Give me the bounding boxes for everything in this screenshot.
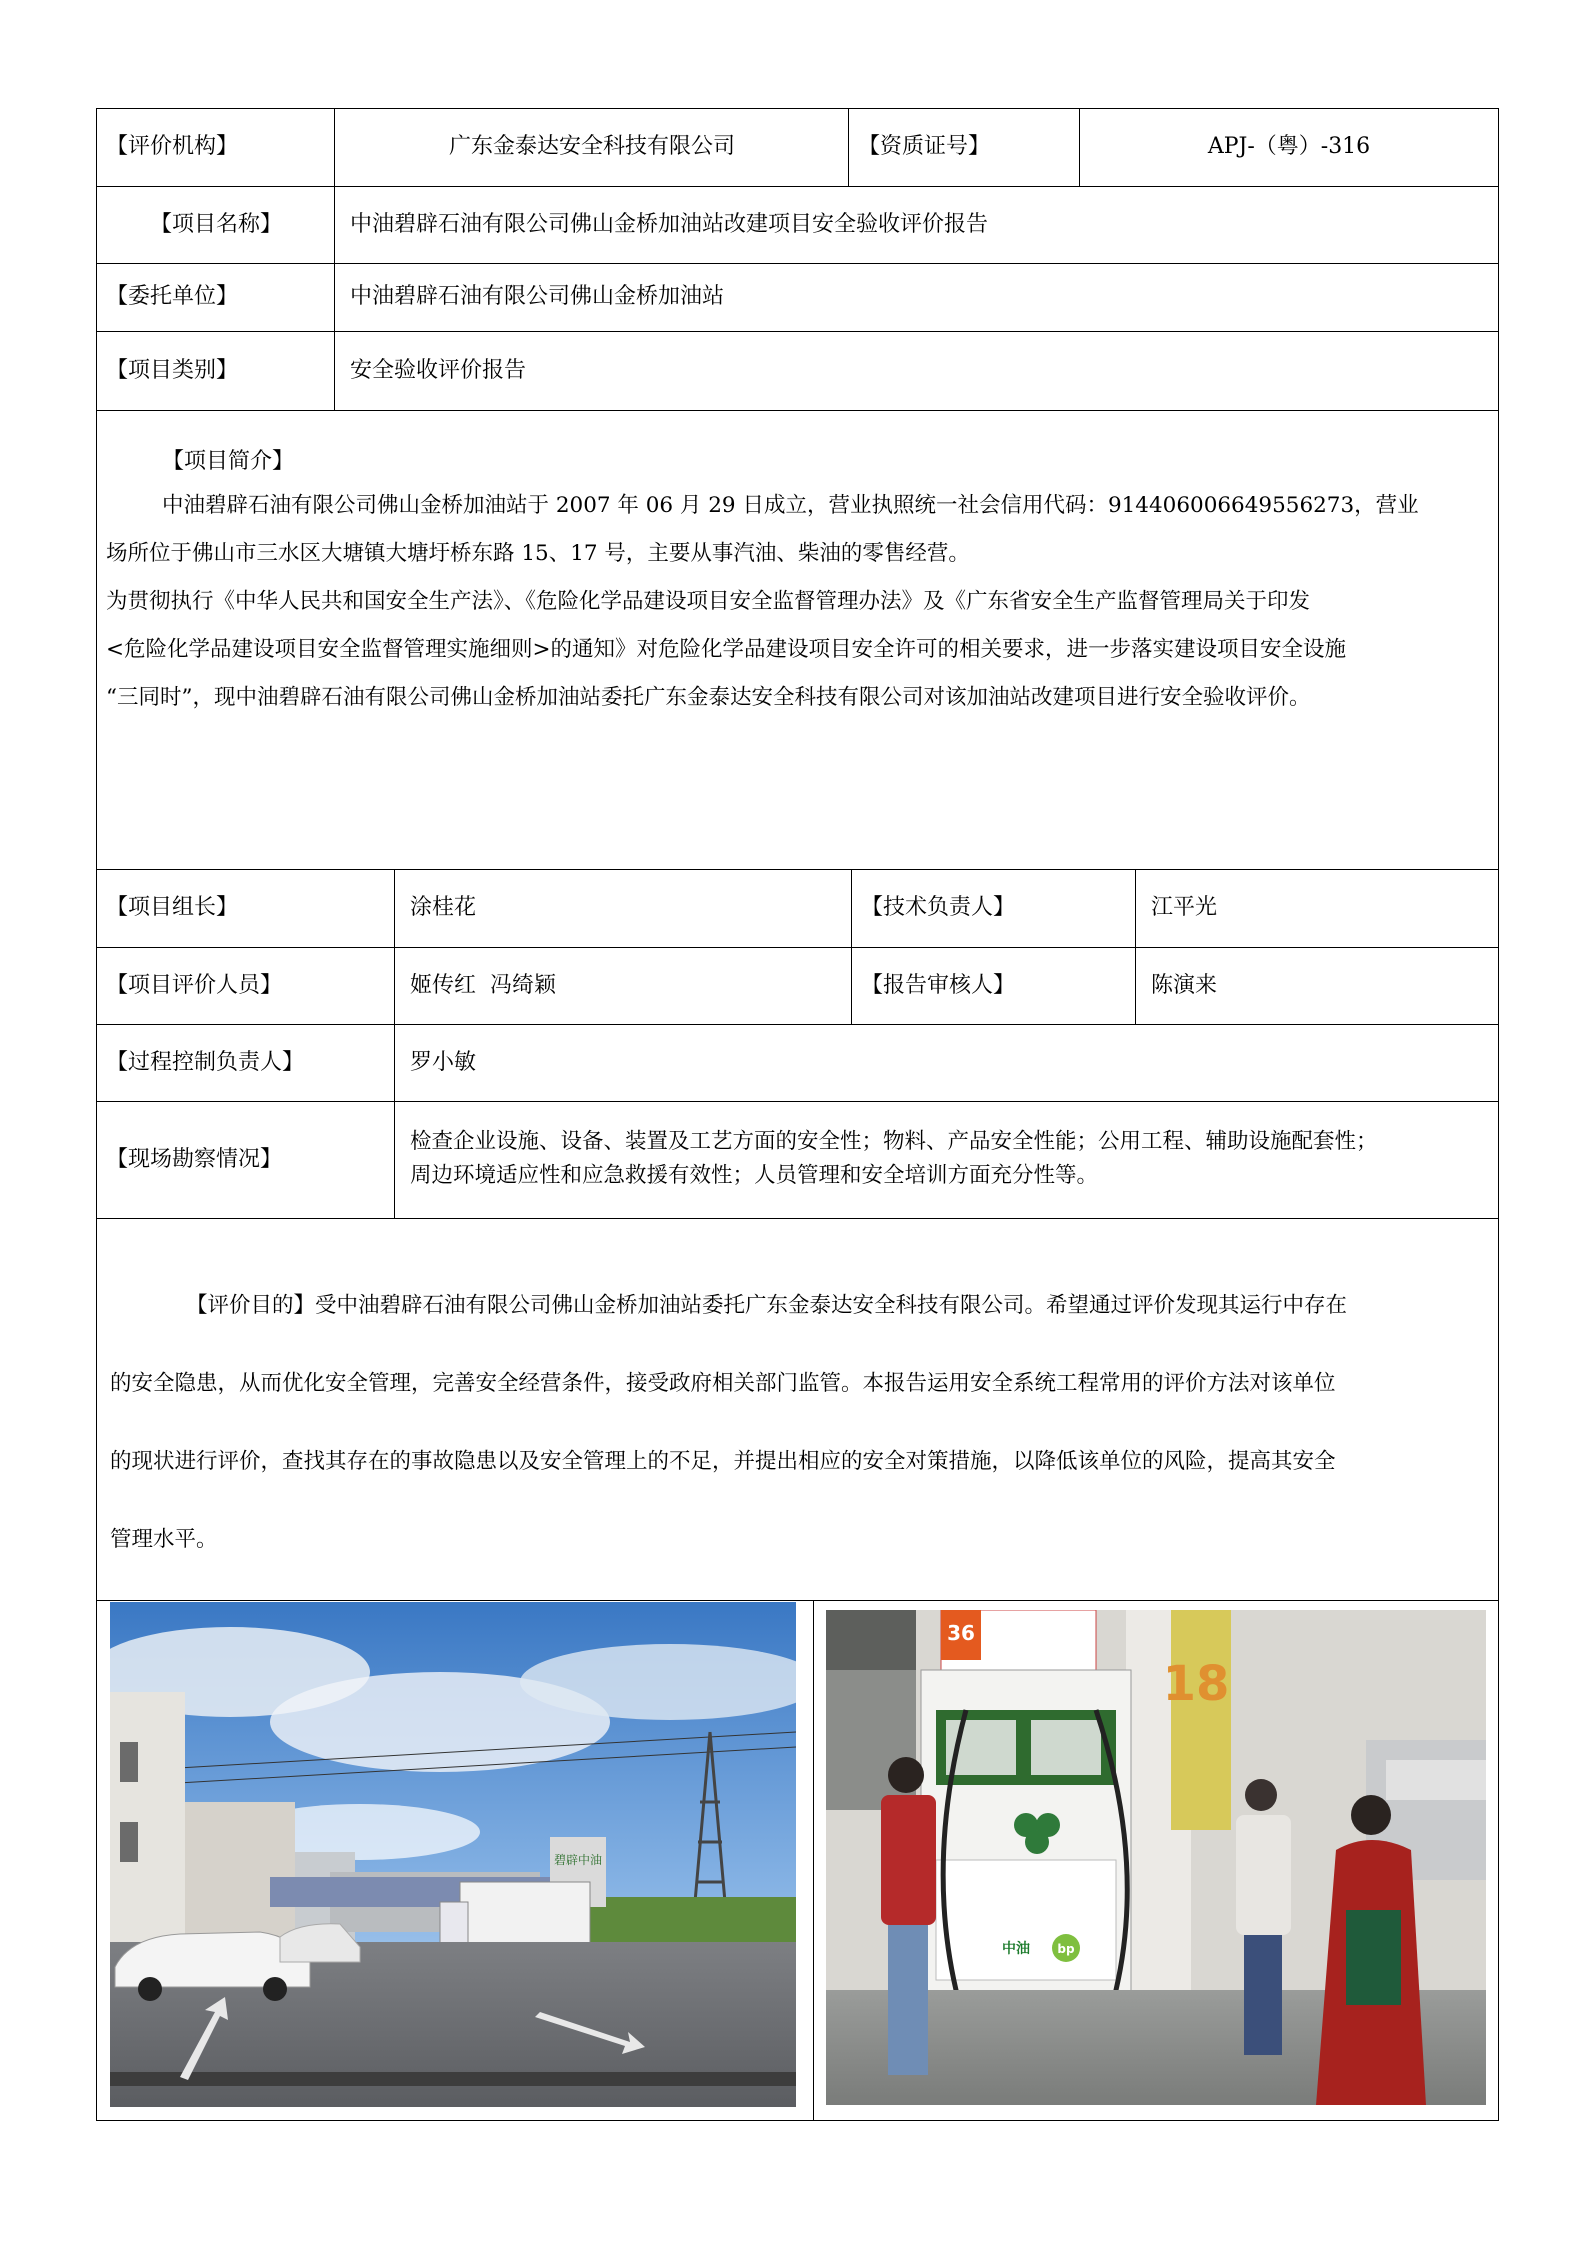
cert-label: 【资质证号】 <box>858 134 991 159</box>
project-intro <box>106 442 1492 722</box>
reviewer-value: 陈演来 <box>1151 972 1218 998</box>
poster-text: 18 <box>1162 1656 1230 1712</box>
purpose-line: 的安全隐患，从而优化安全管理，完善安全经营条件，接受政府相关部门监管。本报告运用安全系统工程常用的评价方法对该单位 <box>110 1371 1336 1396</box>
cert-value: APJ-（粤）-316 <box>1207 134 1371 159</box>
purpose-line: 【评价目的】受中油碧辟石油有限公司佛山金桥加油站委托广东金泰达安全科技有限公司。希望通过评价发现其运行中存在 <box>186 1293 1348 1318</box>
leader-label: 【项目组长】 <box>106 895 239 920</box>
tech-value: 江平光 <box>1151 895 1218 920</box>
site-photo-forecourt <box>110 1602 796 2107</box>
survey-value <box>410 1125 1490 1193</box>
purpose-line: 管理水平。 <box>110 1527 218 1552</box>
category-value: 安全验收评价报告 <box>350 357 527 383</box>
client-label: 【委托单位】 <box>106 284 239 309</box>
org-label: 【评价机构】 <box>106 134 239 159</box>
intro-heading: 【项目简介】 <box>162 449 295 474</box>
price-sign-number: 36 <box>947 1621 975 1645</box>
station-sign-text: 碧辟中油 <box>553 1853 603 1867</box>
intro-line: 为贯彻执行《中华人民共和国安全生产法》、《危险化学品建设项目安全监督管理办法》及《广东省安全生产监督管理局关于印发 <box>106 589 1311 614</box>
reviewer-label: 【报告审核人】 <box>861 972 1016 998</box>
org-value: 广东金泰达安全科技有限公司 <box>448 134 735 159</box>
client-value: 中油碧辟石油有限公司佛山金桥加油站 <box>350 284 725 309</box>
site-photo-dispenser <box>826 1610 1486 2105</box>
survey-label: 【现场勘察情况】 <box>106 1146 283 1172</box>
leader-value: 涂桂花 <box>410 895 477 920</box>
bp-logo-text: bp <box>1057 1942 1075 1956</box>
tech-label: 【技术负责人】 <box>861 895 1016 920</box>
survey-line: 周边环境适应性和应急救援有效性；人员管理和安全培训方面充分性等。 <box>410 1163 1099 1188</box>
project-name-label: 【项目名称】 <box>150 211 283 237</box>
purpose-line: 的现状进行评价，查找其存在的事故隐患以及安全管理上的不足，并提出相应的安全对策措施，以降低该单位的风险，提高其安全 <box>110 1449 1336 1474</box>
intro-line: 中油碧辟石油有限公司佛山金桥加油站于 2007 年 06 月 29 日成立，营业执照统一社会信用代码：914406006649556273，营业 <box>162 493 1419 518</box>
intro-line: 场所位于佛山市三水区大塘镇大塘圩桥东路 15、17 号，主要从事汽油、柴油的零售经营。 <box>106 541 970 566</box>
brand-text: 中油 <box>1002 1941 1030 1957</box>
category-label: 【项目类别】 <box>106 357 239 383</box>
evaluators-label: 【项目评价人员】 <box>106 972 283 998</box>
evaluators-value: 姬传红 冯绮颖 <box>410 972 556 998</box>
intro-line: <危险化学品建设项目安全监督管理实施细则>的通知》对危险化学品建设项目安全许可的相关要求，进一步落实建设项目安全设施 <box>106 637 1347 662</box>
intro-line: “三同时”，现中油碧辟石油有限公司佛山金桥加油站委托广东金泰达安全科技有限公司对该加油站改建项目进行安全验收评价。 <box>106 685 1311 710</box>
process-value: 罗小敏 <box>410 1049 477 1075</box>
project-name-value: 中油碧辟石油有限公司佛山金桥加油站改建项目安全验收评价报告 <box>350 211 989 237</box>
survey-line: 检查企业设施、设备、装置及工艺方面的安全性；物料、产品安全性能；公用工程、辅助设施配套性； <box>410 1129 1378 1154</box>
process-label: 【过程控制负责人】 <box>106 1049 305 1075</box>
evaluation-purpose <box>110 1267 1492 1579</box>
